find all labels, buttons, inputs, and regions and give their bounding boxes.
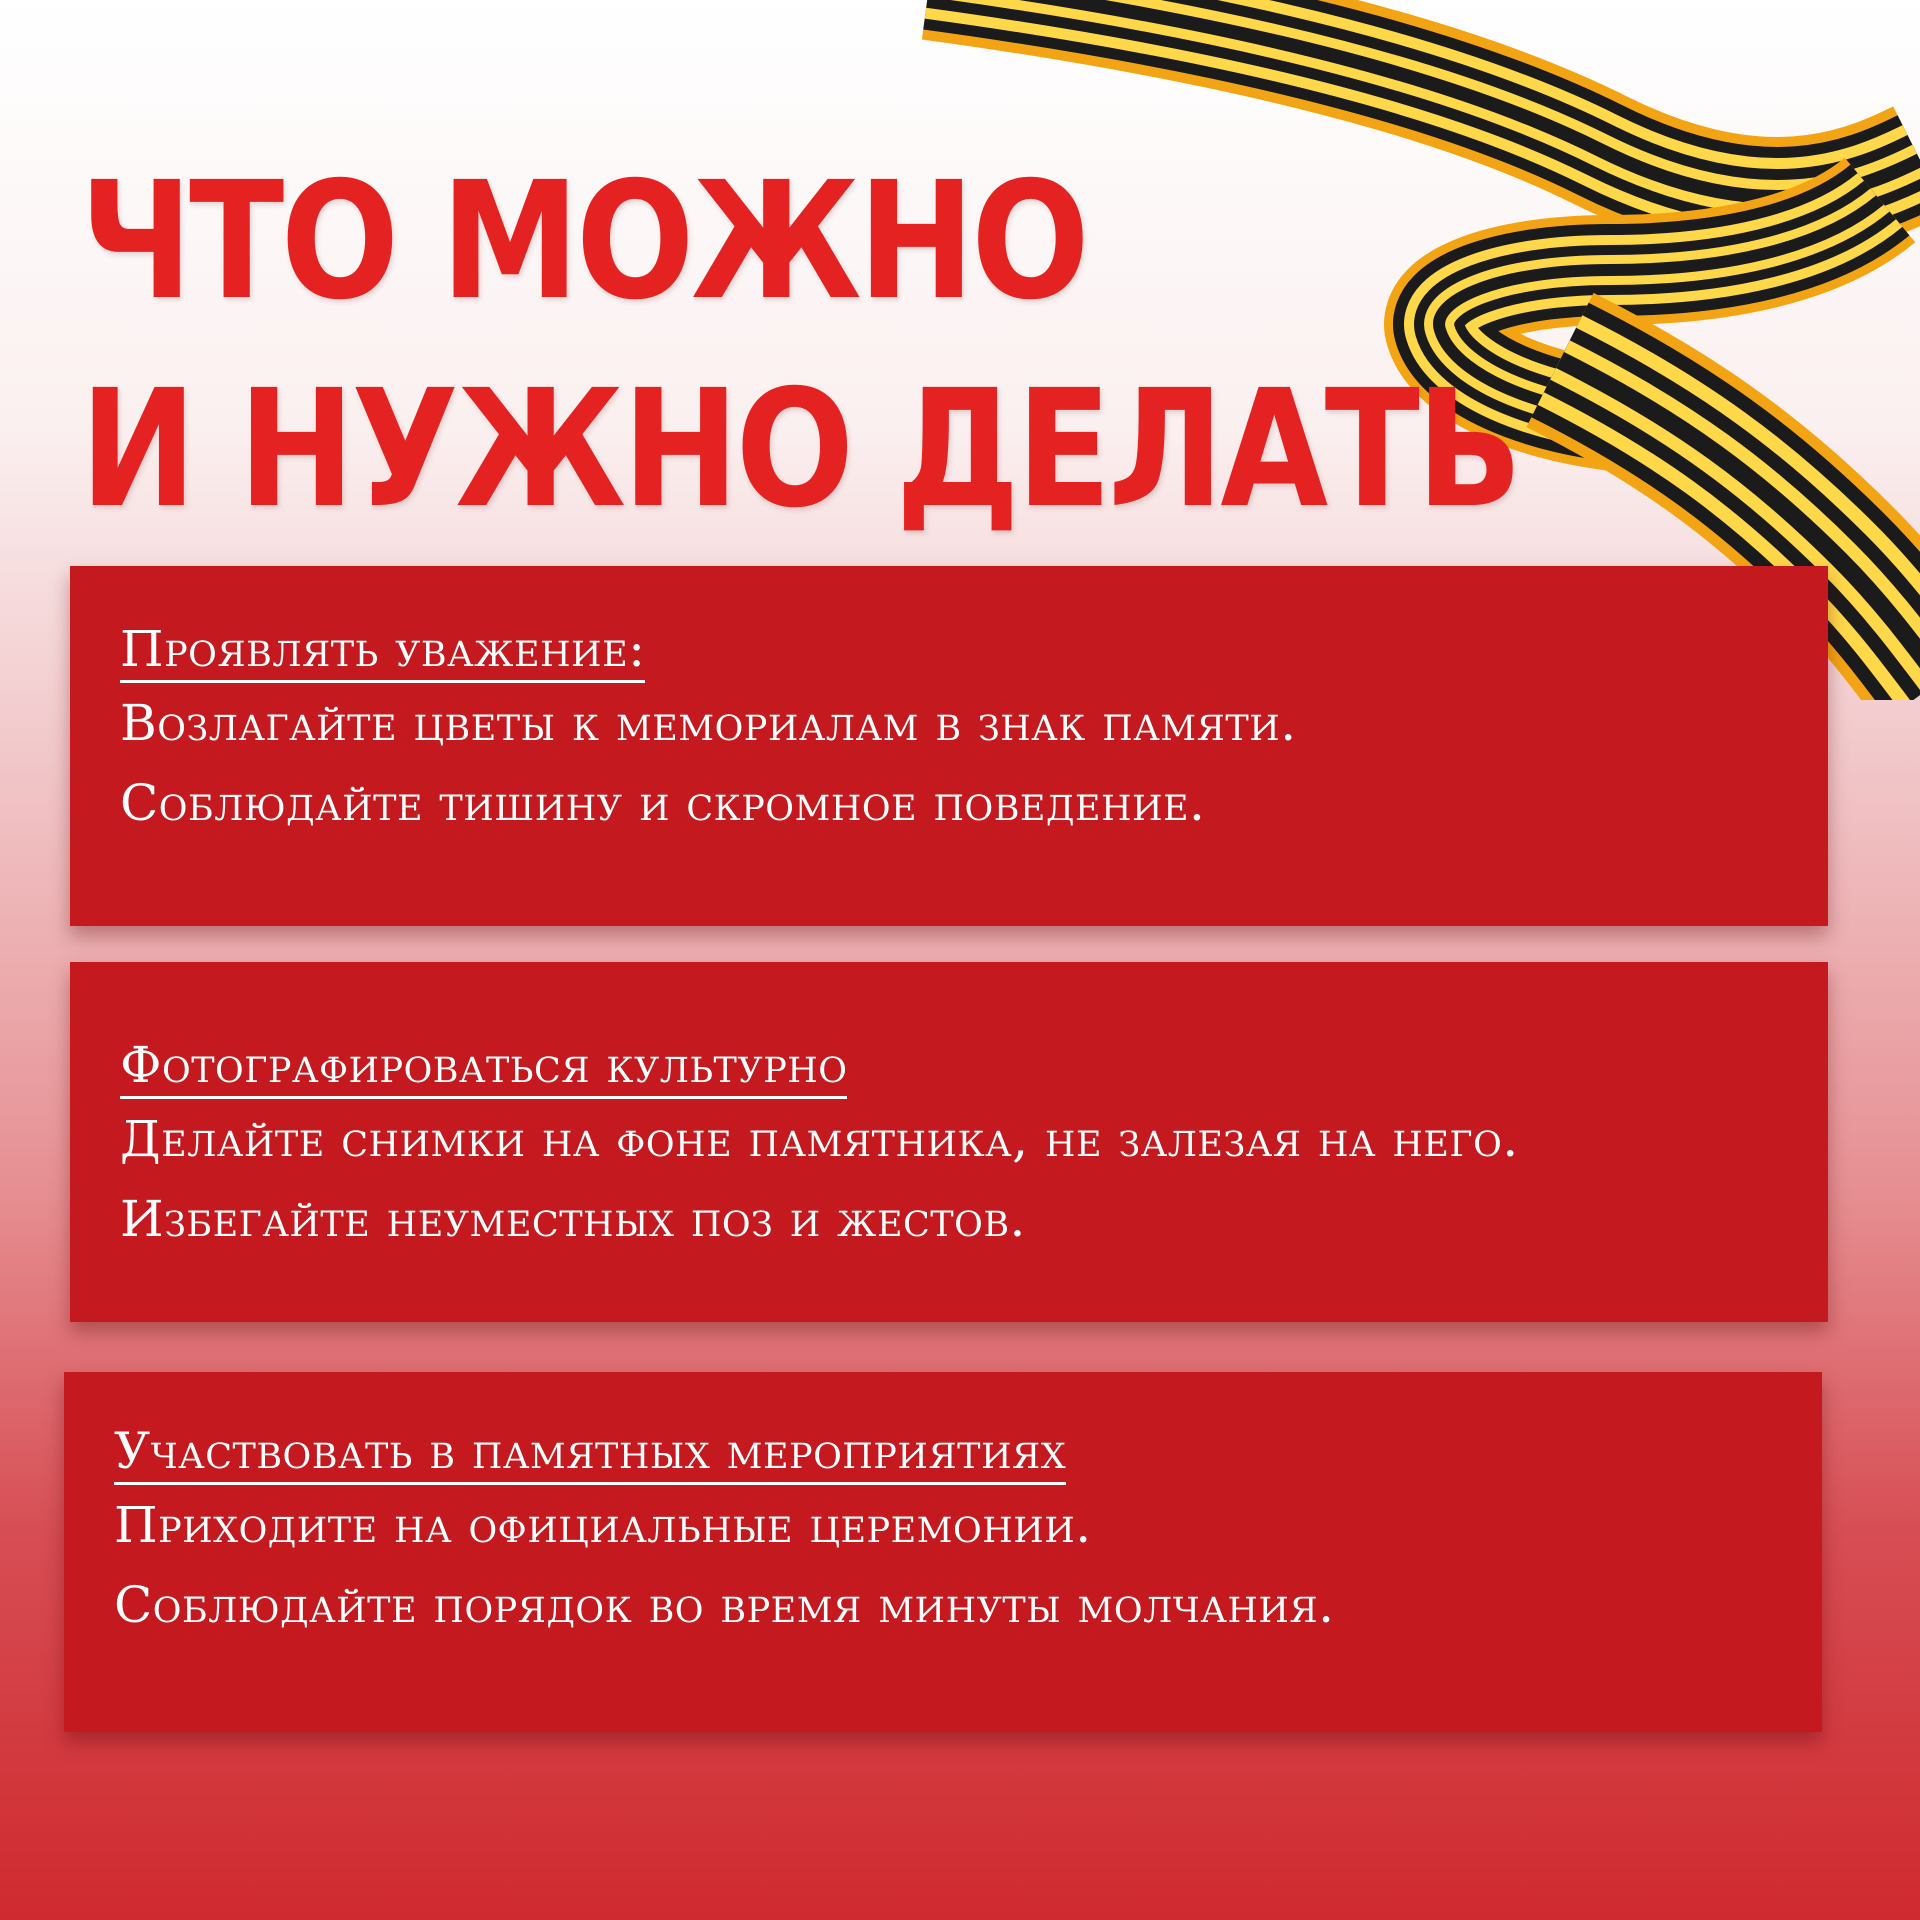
card-heading: Фотографироваться культурно [120, 1034, 847, 1099]
card-line: Соблюдайте тишину и скромное поведение. [120, 774, 1206, 832]
card-line: Соблюдайте порядок во время минуты молчания. [114, 1576, 1335, 1634]
card-attend-memorial-events [64, 1372, 1822, 1732]
card-line: Приходите на официальные церемонии. [114, 1496, 1092, 1554]
card-show-respect [70, 566, 1828, 926]
card-take-photos-properly [70, 962, 1828, 1322]
card-heading: Участвовать в памятных мероприятиях [114, 1420, 1066, 1485]
card-line: Возлагайте цветы к мемориалам в знак памяти. [120, 694, 1297, 752]
card-heading: Проявлять уважение: [120, 618, 645, 683]
card-line: Делайте снимки на фоне памятника, не залезая на него. [120, 1110, 1519, 1168]
card-line: Избегайте неуместных поз и жестов. [120, 1190, 1026, 1248]
title-line-2: И НУЖНО ДЕЛАТЬ [80, 356, 1520, 544]
title-line-1: ЧТО МОЖНО [80, 148, 1087, 336]
page-title [80, 138, 1519, 554]
